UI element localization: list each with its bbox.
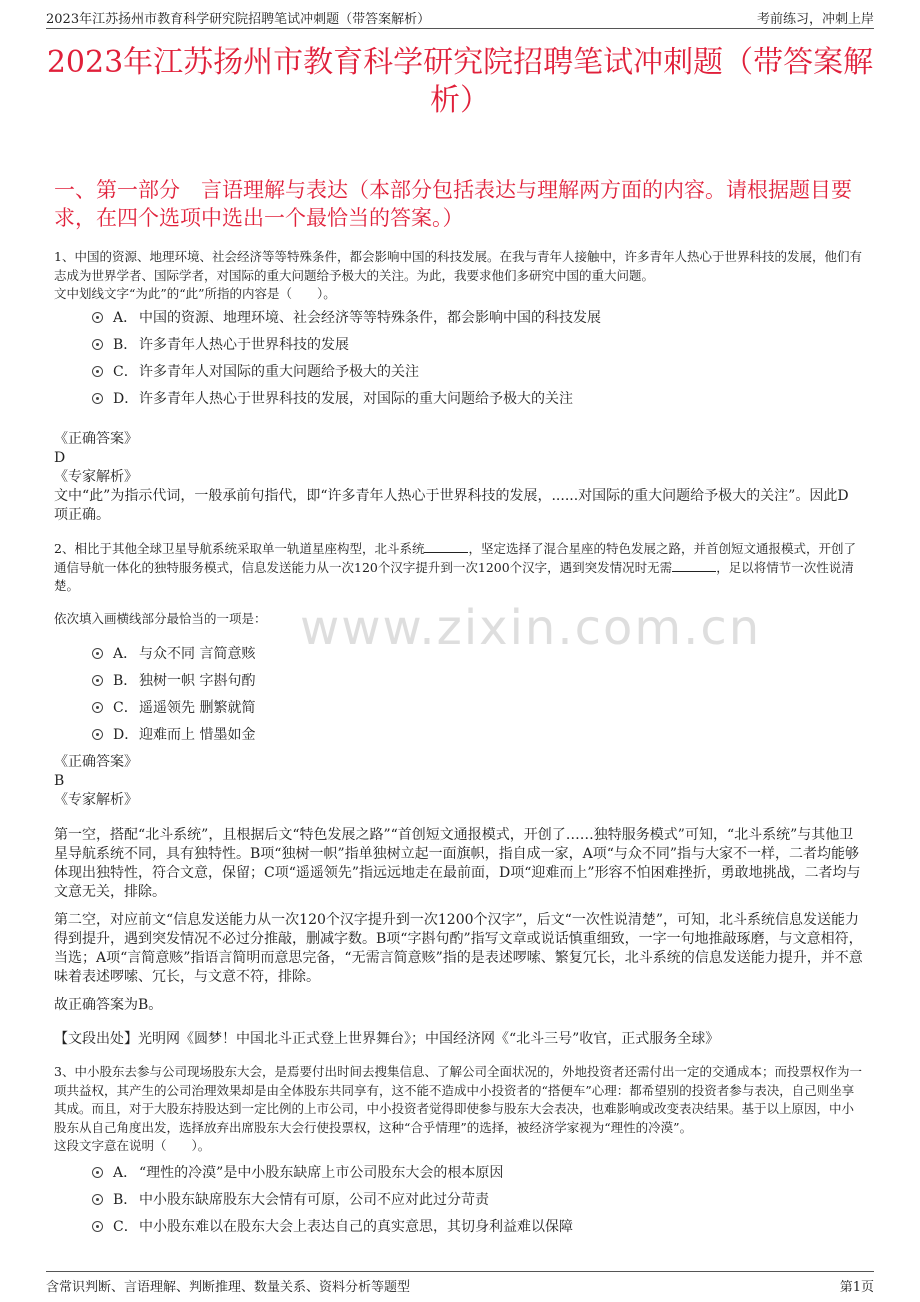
option-1b[interactable]: B． 许多青年人热心于世界科技的发展 (92, 334, 864, 361)
question-3-ask: 这段文字意在说明（ ）。 (54, 1138, 211, 1153)
radio-icon[interactable] (92, 393, 103, 404)
question-1-answer (54, 430, 860, 525)
page-number: 第1页 (839, 1280, 874, 1295)
section-heading: 一、第一部分 言语理解与表达（本部分包括表达与理解两方面的内容。请根据题目要求，在四个选项中选出一个最恰当的答案。） (54, 178, 852, 230)
blank-2 (672, 559, 716, 572)
document-title: 2023年江苏扬州市教育科学研究院招聘笔试冲刺题（带答案解析） (46, 45, 874, 118)
question-2-options (92, 643, 864, 751)
question-3-stem (54, 1063, 864, 1156)
header-slogan: 考前练习，冲刺上岸 (756, 12, 874, 27)
analysis-paragraph-2: 第二空，对应前文“信息发送能力从一次120个汉字提升到一次1200个汉字”，后文“一次性说清楚”，可知，北斗系统信息发送能力得到提升，遇到突发情况不必过分推敲，删减字数。B项“字斟句酌”指写文章或说话慎重细致，一字一句地推敲琢磨，与文意相符，当选；A项“言简意赅”指语言简明而意思完备，“无需言简意赅”指的是表述啰嗦、繁复冗长，北斗系统的信息发送能力提升，并不意味着表述啰嗦、冗长，与文意不符，排除。 (54, 912, 863, 985)
question-1-options (92, 307, 864, 415)
question-2-stem: 2、相比于其他全球卫星导航系统采取单一轨道星座构型，北斗系统 ，坚定选择了混合星座的特色发展之路，并首创短文通报模式，开创了通信导航一体化的独特服务模式，信息发送能力从一次120个汉字提升到一次1200个汉字，遇到突发情况时无需 ，足以将情节一次性说清楚。 (54, 541, 856, 593)
question-1-text: 1、中国的资源、地理环境、社会经济等等特殊条件，都会影响中国的科技发展。在我与青年人接触中，许多青年人热心于世界科技的发展，他们有志成为世界学者、国际学者，对国际的重大问题给予极大的关注。为此，我要求他们多研究中国的重大问题。 (54, 249, 862, 283)
page-footer (46, 1271, 874, 1295)
answer-value: B (54, 773, 65, 789)
question-1-stem (54, 248, 864, 304)
answer-heading: 《正确答案》 (54, 754, 138, 770)
radio-icon[interactable] (92, 312, 103, 323)
blank-1 (424, 540, 468, 553)
analysis-text: 文中“此”为指示代词，一般承前句指代，即“许多青年人热心于世界科技的发展，......对国际的重大问题给予极大的关注”。因此D项正确。 (54, 488, 849, 523)
question-3-text: 3、中小股东去参与公司现场股东大会，是焉要付出时间去搜集信息、了解公司全面状况的，外地投资者还需付出一定的交通成本；而投票权作为一项共益权，其产生的公司治理效果却是由全体股东共同享有，这不能不造成中小投资者的“搭便车”心理：都希望别的投资者参与表决，自己则坐享其成。而且，对于大股东持股达到一定比例的上市公司，中小投资者觉得即使参与股东大会表决，也难影响或改变表决结果。基于以上原因，中小股东从自己角度出发，选择放弃出席股东大会行使投票权，这种“合乎情理”的选择，被经济学家视为“理性的冷漠”。 (54, 1064, 862, 1135)
radio-icon[interactable] (92, 1221, 103, 1232)
radio-icon[interactable] (92, 648, 103, 659)
option-3b[interactable]: B． 中小股东缺席股东大会情有可原，公司不应对此过分苛责 (92, 1189, 864, 1216)
option-2c[interactable]: C．遥遥领先 删繁就简 (92, 697, 864, 724)
analysis-paragraph-1: 第一空，搭配“北斗系统”，且根据后文“特色发展之路”“首创短文通报模式，开创了……独特服务模式”可知，“北斗系统”与其他卫星导航系统不同，具有独特性。B项“独树一帜”指单独树立起一面旗帜，指自成一家，A项“与众不同”指与大家不一样，二者均能够体现出独特性，符合文意，保留；C项“遥遥领先”指远远地走在最前面，D项“迎难而上”形容不怕困难挫折，勇敢地挑战，二者均与文意无关，排除。 (54, 827, 861, 900)
radio-icon[interactable] (92, 675, 103, 686)
option-3a[interactable]: A． “理性的冷漠”是中小股东缺席上市公司股东大会的根本原因 (92, 1162, 864, 1189)
radio-icon[interactable] (92, 1167, 103, 1178)
header-title: 2023年江苏扬州市教育科学研究院招聘笔试冲刺题（带答案解析） (46, 12, 431, 27)
option-2b[interactable]: B． 独树一帜 字斟句酌 (92, 670, 864, 697)
radio-icon[interactable] (92, 1194, 103, 1205)
radio-icon[interactable] (92, 366, 103, 377)
analysis-heading: 《专家解析》 (54, 469, 138, 485)
question-3-options (92, 1162, 864, 1243)
answer-value: D (54, 450, 66, 466)
option-1c[interactable]: C．许多青年人对国际的重大问题给予极大的关注 (92, 361, 864, 388)
option-2a[interactable]: A． 与众不同 言简意赅 (92, 643, 864, 670)
option-3c[interactable]: C．中小股东难以在股东大会上表达自己的真实意思，其切身利益难以保障 (92, 1216, 864, 1243)
analysis-heading: 《专家解析》 (54, 792, 138, 808)
option-1d[interactable]: D．许多青年人热心于世界科技的发展，对国际的重大问题给予极大的关注 (92, 388, 864, 415)
question-2-ask: 依次填入画横线部分最恰当的一项是： (54, 611, 267, 626)
footer-note: 含常识判断、言语理解、判断推理、数量关系、资料分析等题型 (46, 1280, 411, 1295)
question-2-answer (54, 753, 860, 810)
page-header (46, 8, 874, 29)
answer-heading: 《正确答案》 (54, 431, 138, 447)
radio-icon[interactable] (92, 729, 103, 740)
watermark: www.zixin.com.cn (300, 600, 762, 656)
source-citation: 【文段出处】光明网《圆梦！中国北斗正式登上世界舞台》；中国经济网《“北斗三号”收官，正式服务全球》 (54, 1031, 720, 1047)
analysis-conclusion: 故正确答案为B。 (54, 997, 163, 1013)
radio-icon[interactable] (92, 702, 103, 713)
radio-icon[interactable] (92, 339, 103, 350)
question-1-ask: 文中划线文字“为此”的“此”所指的内容是（ ）。 (54, 286, 336, 301)
option-1a[interactable]: A． 中国的资源、地理环境、社会经济等等特殊条件，都会影响中国的科技发展 (92, 307, 864, 334)
option-2d[interactable]: D．迎难而上 惜墨如金 (92, 724, 864, 751)
